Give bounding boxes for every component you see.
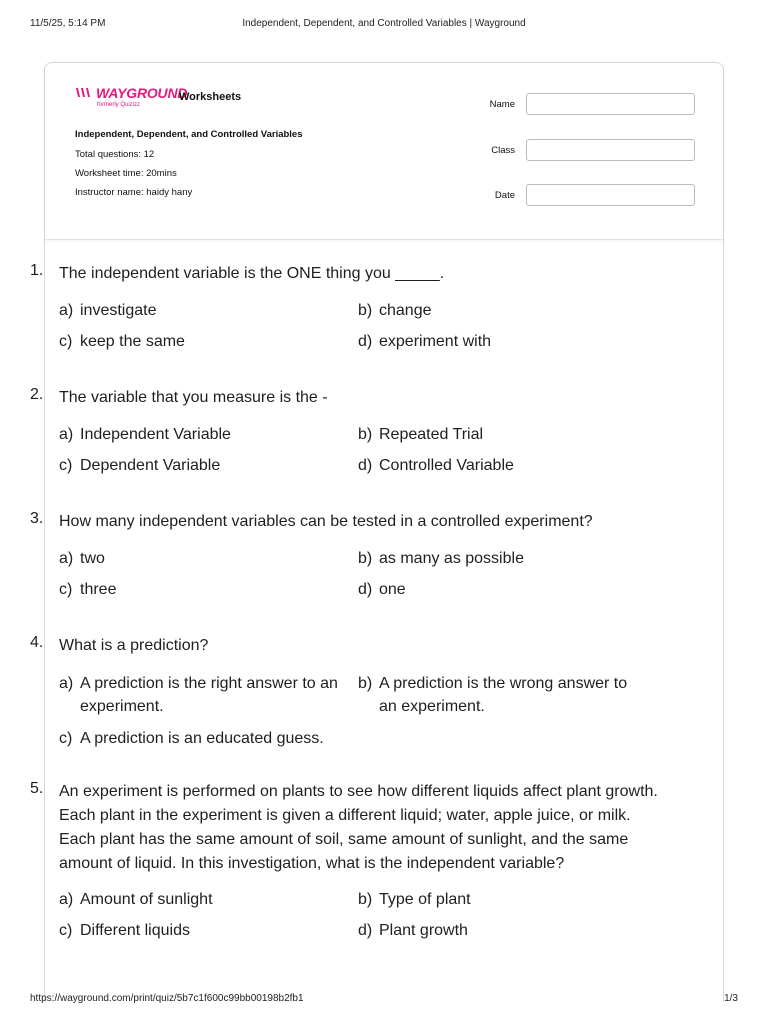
option-letter: c) xyxy=(59,581,73,598)
option-letter: b) xyxy=(358,550,373,567)
question-number: 3. xyxy=(30,510,44,527)
option-text: A prediction is the right answer to an experiment. xyxy=(80,675,338,715)
option-letter: d) xyxy=(358,333,373,350)
question-number: 5. xyxy=(30,780,44,797)
option-text: Dependent Variable xyxy=(80,457,221,474)
option-letter: c) xyxy=(59,333,73,350)
name-label: Name xyxy=(489,99,515,110)
option-letter: a) xyxy=(59,302,74,319)
option-text: one xyxy=(379,581,406,598)
question-text: The variable that you measure is the - xyxy=(59,389,328,406)
logo-brand-text: WAYGROUND xyxy=(96,85,188,101)
date-input[interactable] xyxy=(526,184,695,206)
option-text: Type of plant xyxy=(379,891,471,908)
option-letter: c) xyxy=(59,922,73,939)
print-datetime: 11/5/25, 5:14 PM xyxy=(30,18,106,29)
question-text: How many independent variables can be tested in a controlled experiment? xyxy=(59,513,593,530)
option-text: Independent Variable xyxy=(80,426,231,443)
question-text: What is a prediction? xyxy=(59,637,209,654)
option-text: Plant growth xyxy=(379,922,468,939)
option-letter: d) xyxy=(358,922,373,939)
page-number: 1/3 xyxy=(724,993,738,1004)
question-text: The independent variable is the ONE thing you _____. xyxy=(59,265,445,282)
class-field-group xyxy=(465,139,695,163)
option-letter: d) xyxy=(358,457,373,474)
class-label: Class xyxy=(491,145,515,156)
total-questions: Total questions: 12 xyxy=(75,149,155,160)
option-text: two xyxy=(80,550,105,567)
print-url: https://wayground.com/print/quiz/5b7c1f600c99bb00198b2fb1 xyxy=(30,993,304,1004)
question-number: 2. xyxy=(30,386,44,403)
worksheet-title: Independent, Dependent, and Controlled Variables xyxy=(75,129,303,140)
question-number: 1. xyxy=(30,262,44,279)
option-text: change xyxy=(379,302,432,319)
instructor-name: Instructor name: haidy hany xyxy=(75,187,193,198)
option-text: A prediction is the wrong answer to an experiment. xyxy=(379,675,628,715)
option-text: A prediction is an educated guess. xyxy=(80,730,324,747)
wayground-logo-icon xyxy=(75,85,95,101)
date-field-group xyxy=(465,184,695,208)
question-number: 4. xyxy=(30,634,44,651)
section-label: Worksheets xyxy=(179,91,242,103)
option-text: keep the same xyxy=(80,333,185,350)
option-text: Different liquids xyxy=(80,922,190,939)
option-letter: b) xyxy=(358,675,373,692)
option-letter: a) xyxy=(59,550,74,567)
class-input[interactable] xyxy=(526,139,695,161)
option-letter: b) xyxy=(358,426,373,443)
option-text: three xyxy=(80,581,117,598)
wayground-logo xyxy=(75,85,242,108)
worksheet-header xyxy=(45,63,723,240)
option-letter: c) xyxy=(59,730,73,747)
option-letter: b) xyxy=(358,302,373,319)
question-text: An experiment is performed on plants to see how different liquids affect plant growth. Each plant in the experiment is given a different liquid; water, apple juice, or milk. Each plant has the same amount of soil, same amount of sunlight, and the same amount of liquid. In this investigation, what is the independent variable? xyxy=(59,783,658,872)
print-page-title: Independent, Dependent, and Controlled Variables | Wayground xyxy=(242,18,526,29)
date-label: Date xyxy=(494,190,515,201)
option-letter: c) xyxy=(59,457,73,474)
worksheet-meta xyxy=(75,127,305,199)
worksheet-time: Worksheet time: 20mins xyxy=(75,168,177,179)
option-text: Controlled Variable xyxy=(379,457,514,474)
option-text: experiment with xyxy=(379,333,492,350)
name-input[interactable] xyxy=(526,93,695,115)
option-text: Amount of sunlight xyxy=(80,891,213,908)
option-letter: a) xyxy=(59,891,74,908)
option-letter: a) xyxy=(59,426,74,443)
option-text: as many as possible xyxy=(379,550,524,567)
option-letter: a) xyxy=(59,675,74,692)
option-text: investigate xyxy=(80,302,157,319)
option-letter: b) xyxy=(358,891,373,908)
option-letter: d) xyxy=(358,581,373,598)
logo-subtitle: formerly Quizizz xyxy=(97,102,141,108)
option-text: Repeated Trial xyxy=(379,426,484,443)
name-field-group xyxy=(465,93,695,117)
